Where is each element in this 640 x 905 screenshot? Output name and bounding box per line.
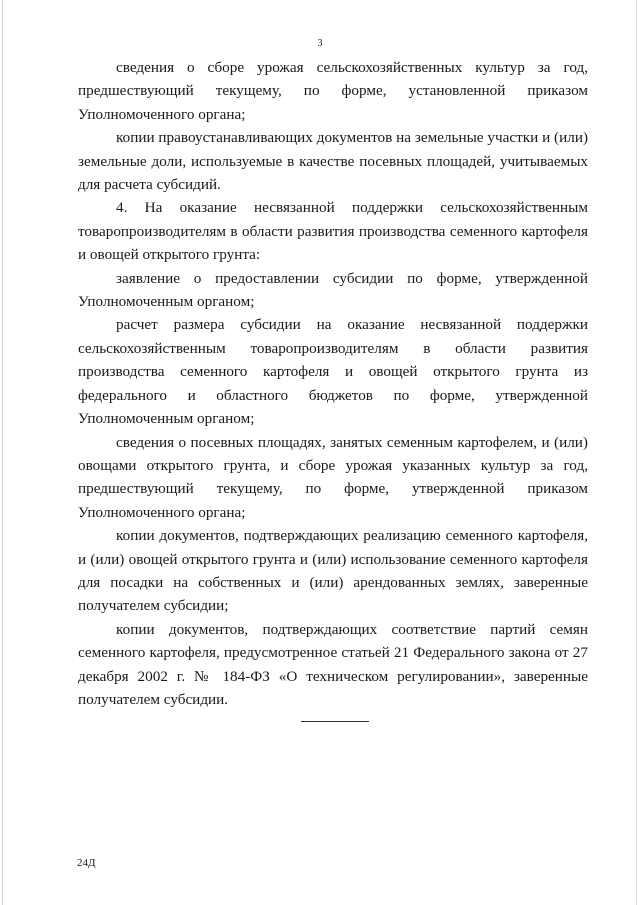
paragraph-sales-documents: копии документов, подтверждающих реализацию семенного картофеля, и (или) овощей открытого грунта и (или) использование семенного картофеля для посадки на собственных и (или) арендованных землях, заверенные получателем субсидии; bbox=[78, 527, 588, 615]
paragraph-subsidy-calculation: расчет размера субсидии на оказание несвязанной поддержки сельскохозяйственным товаропроизводителям в области развития производства семенного картофеля и овощей открытого грунта из федерального и областного бюджетов по форме, утвержденной Уполномоченным органом; bbox=[78, 316, 588, 428]
paragraph-conformity-documents: копии документов, подтверждающих соответствие партий семян семенного картофеля, предусмотренное статьей 21 Федерального закона от 27 декабря 2002 г. № 184-ФЗ «О техническом регулировании», заверенные получателем субсидии. bbox=[78, 620, 588, 708]
paragraph-subsidy-application: заявление о предоставлении субсидии по форме, утвержденной Уполномоченным органом; bbox=[78, 269, 588, 311]
document-body bbox=[78, 56, 588, 711]
page-number: 3 bbox=[317, 38, 323, 49]
paragraph-harvest-info: сведения о сборе урожая сельскохозяйственных культур за год, предшествующий текущему, по форме, установленной приказом Уполномоченного органа; bbox=[78, 59, 588, 123]
footer-mark: 24Д bbox=[77, 857, 96, 869]
page-edge-left bbox=[2, 0, 3, 905]
paragraph-section-4-heading: 4. На оказание несвязанной поддержки сельскохозяйственным товаропроизводителям в области развития производства семенного картофеля и овощей открытого грунта: bbox=[78, 199, 588, 264]
page-edge-right bbox=[636, 0, 637, 905]
end-of-text-separator bbox=[301, 721, 369, 722]
paragraph-land-documents: копии правоустанавливающих документов на земельные участки и (или) земельные доли, используемые в качестве посевных площадей, учитываемых для расчета субсидий. bbox=[78, 129, 588, 194]
paragraph-sown-area-info: сведения о посевных площадях, занятых семенным картофелем, и (или) овощами открытого грунта, и сборе урожая указанных культур за год, предшествующий текущему, по форме, утвержденной приказом Уполномоченного органа; bbox=[78, 433, 588, 521]
